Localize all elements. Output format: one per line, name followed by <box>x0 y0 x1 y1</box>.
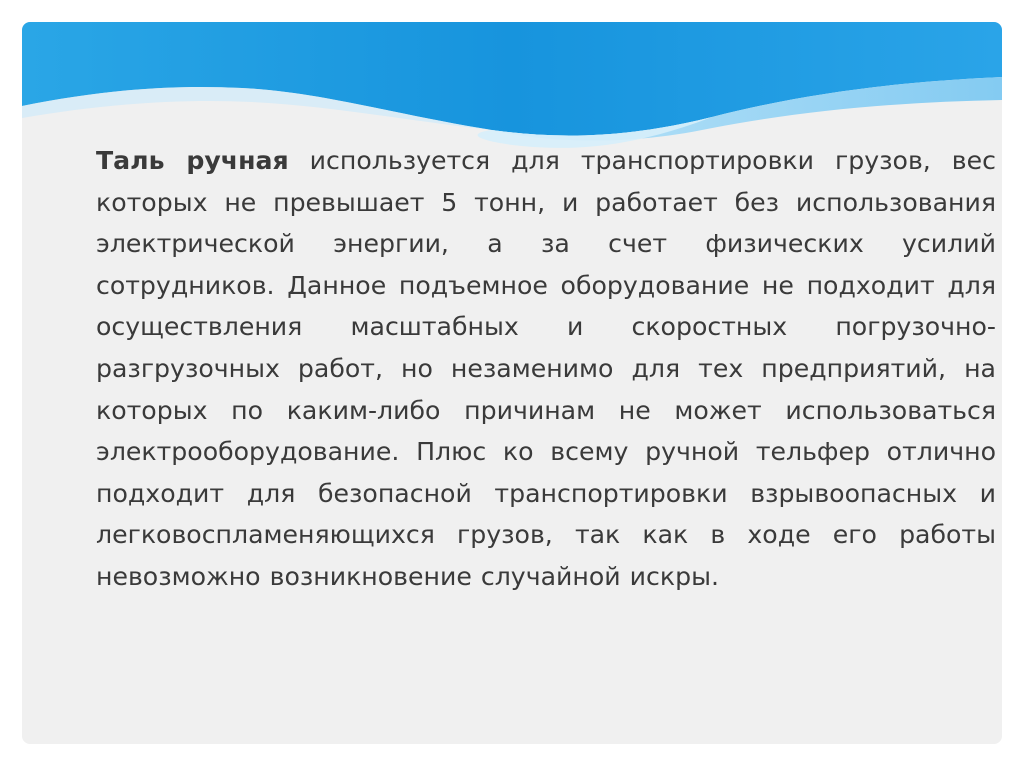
slide <box>22 22 1002 744</box>
paragraph-text: используется для транспортировки грузов, вес которых не превышает 5 тонн, и работает без использования электрической энергии, а за счет физических усилий сотрудников. Данное подъемное оборудование не подходит для осуществления масштабных и скоростных погрузочно-разгрузочных работ, но незаменимо для тех предприятий, на которых по каким-либо причинам не может использоваться электрооборудование. Плюс ко всему ручной тельфер отлично подходит для безопасной транспортировки взрывоопасных и легковоспламеняющихся грузов, так как в ходе его работы невозможно возникновение случайной искры. <box>96 146 996 591</box>
body-paragraph <box>96 140 996 598</box>
bold-lead-term: Таль ручная <box>96 146 289 175</box>
